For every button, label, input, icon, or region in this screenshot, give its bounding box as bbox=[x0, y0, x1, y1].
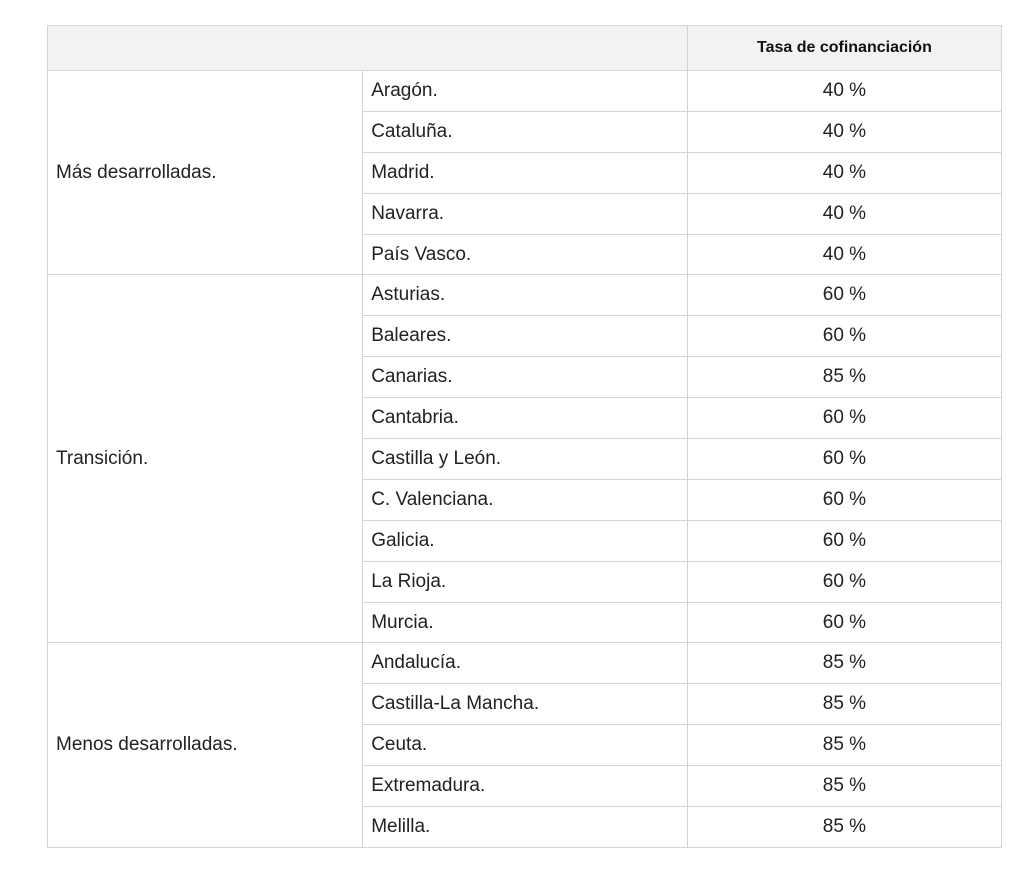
region-cell: C. Valenciana. bbox=[363, 479, 688, 520]
region-cell: Andalucía. bbox=[363, 643, 688, 684]
table-row bbox=[48, 643, 1002, 684]
table-header-row bbox=[48, 26, 1002, 71]
region-cell: Asturias. bbox=[363, 275, 688, 316]
region-cell: Castilla-La Mancha. bbox=[363, 684, 688, 725]
rate-cell: 60 % bbox=[687, 520, 1001, 561]
region-cell: Castilla y León. bbox=[363, 439, 688, 480]
category-cell: Más desarrolladas. bbox=[48, 71, 363, 275]
rate-cell: 40 % bbox=[687, 71, 1001, 112]
rate-cell: 40 % bbox=[687, 234, 1001, 275]
region-cell: Canarias. bbox=[363, 357, 688, 398]
table-row bbox=[48, 71, 1002, 112]
region-cell: Melilla. bbox=[363, 807, 688, 848]
rate-cell: 60 % bbox=[687, 275, 1001, 316]
region-cell: Cataluña. bbox=[363, 111, 688, 152]
rate-cell: 40 % bbox=[687, 193, 1001, 234]
region-cell: Ceuta. bbox=[363, 725, 688, 766]
region-cell: Extremadura. bbox=[363, 766, 688, 807]
category-cell: Transición. bbox=[48, 275, 363, 643]
region-cell: País Vasco. bbox=[363, 234, 688, 275]
rate-cell: 85 % bbox=[687, 684, 1001, 725]
region-cell: Aragón. bbox=[363, 71, 688, 112]
region-cell: Cantabria. bbox=[363, 398, 688, 439]
region-cell: Galicia. bbox=[363, 520, 688, 561]
rate-cell: 60 % bbox=[687, 602, 1001, 643]
rate-cell: 60 % bbox=[687, 398, 1001, 439]
rate-cell: 60 % bbox=[687, 316, 1001, 357]
region-cell: Madrid. bbox=[363, 152, 688, 193]
header-empty-cell bbox=[48, 26, 688, 71]
rate-cell: 85 % bbox=[687, 643, 1001, 684]
header-rate-cell: Tasa de cofinanciación bbox=[687, 26, 1001, 71]
table-row bbox=[48, 275, 1002, 316]
table-body bbox=[48, 71, 1002, 848]
region-cell: Murcia. bbox=[363, 602, 688, 643]
rate-cell: 85 % bbox=[687, 725, 1001, 766]
rate-cell: 40 % bbox=[687, 111, 1001, 152]
rate-cell: 85 % bbox=[687, 357, 1001, 398]
cofinancing-rates-table bbox=[47, 25, 1002, 848]
rate-cell: 60 % bbox=[687, 479, 1001, 520]
region-cell: Navarra. bbox=[363, 193, 688, 234]
rate-cell: 60 % bbox=[687, 561, 1001, 602]
rate-cell: 85 % bbox=[687, 807, 1001, 848]
rate-cell: 85 % bbox=[687, 766, 1001, 807]
region-cell: La Rioja. bbox=[363, 561, 688, 602]
category-cell: Menos desarrolladas. bbox=[48, 643, 363, 847]
rate-cell: 40 % bbox=[687, 152, 1001, 193]
rate-cell: 60 % bbox=[687, 439, 1001, 480]
region-cell: Baleares. bbox=[363, 316, 688, 357]
